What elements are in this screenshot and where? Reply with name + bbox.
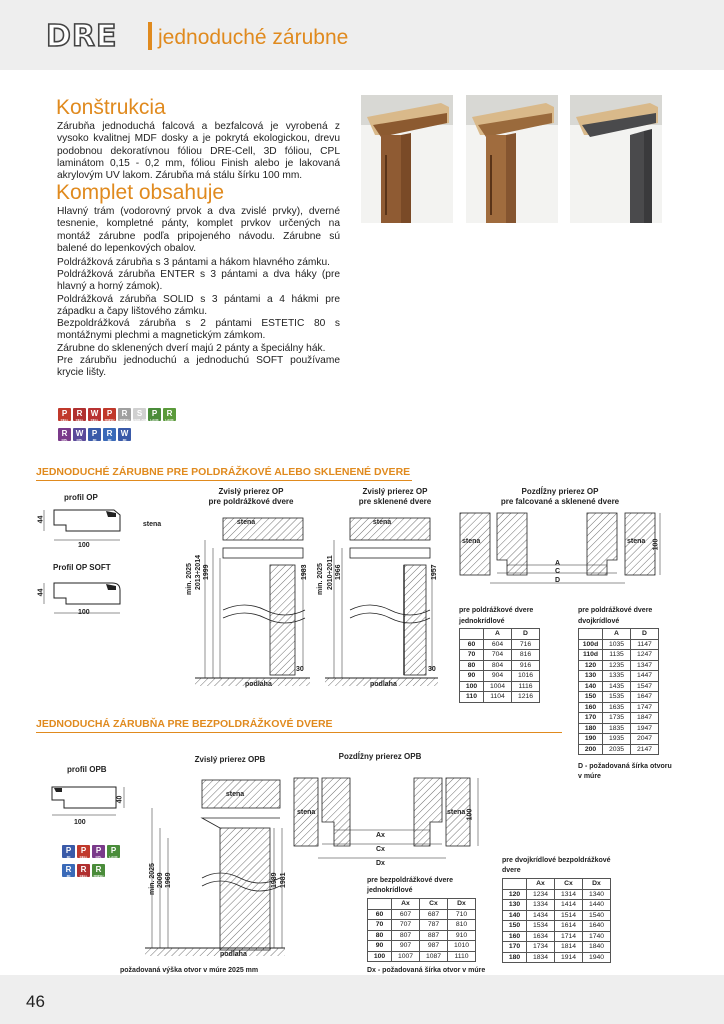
finish-icon-letter: P xyxy=(80,846,87,855)
zvisly-op-1-subtitle: pre poldrážkové dvere xyxy=(208,497,294,506)
table-cell: 987 xyxy=(420,941,448,952)
profil-opb-dim-100: 100 xyxy=(74,819,86,826)
page-number: 46 xyxy=(26,992,45,1011)
table-cell: 170 xyxy=(579,713,603,724)
table-row xyxy=(368,909,476,920)
table-row xyxy=(503,910,611,921)
table-cell: 100d xyxy=(579,639,603,650)
table-cell: 1914 xyxy=(555,952,583,963)
table-cell: 1335 xyxy=(603,671,631,682)
table-row xyxy=(579,744,659,755)
table-cell: 160 xyxy=(503,931,527,942)
finish-icon-sublabel: FINISH xyxy=(93,874,104,878)
finish-icon-sublabel: LACK xyxy=(150,418,159,422)
table-row xyxy=(503,921,611,932)
table-cell: 887 xyxy=(420,930,448,941)
table-cell: 1087 xyxy=(420,951,448,962)
table-cell: 60 xyxy=(368,909,392,920)
table-cell: 60 xyxy=(460,639,484,650)
zvisly-op-2-subtitle: pre sklenené dvere xyxy=(358,497,432,506)
table-row xyxy=(579,692,659,703)
table-cell: 1004 xyxy=(484,681,512,692)
table-cell: 1634 xyxy=(527,931,555,942)
finish-icon-letter: P xyxy=(65,846,72,855)
komplet-line-5: Zárubne do sklenených dverí majú 2 pánty a špeciálny hák. xyxy=(57,343,326,354)
table-header-cell xyxy=(579,629,603,640)
section2-underline xyxy=(36,732,562,733)
table-row xyxy=(579,702,659,713)
table-cell: 604 xyxy=(484,639,512,650)
zvisly-op-1-stena-label: stena xyxy=(236,519,256,526)
vyska-note: požadovaná výška otvor v múre 2025 mm xyxy=(120,967,259,974)
table-cell: 1447 xyxy=(631,671,659,682)
zvisly-opb-dim-a: 2009 xyxy=(157,872,164,888)
table-header-cell: Dx xyxy=(448,899,476,910)
table-poldrazkove-jednokridlove xyxy=(459,628,540,703)
finish-icon-sublabel: FINISH xyxy=(119,418,130,422)
komplet-line-6: Pre zárubňu jednoduchú a jednoduchú SOFT používame krycie lišty. xyxy=(57,355,340,379)
komplet-line-2: Poldrážková zárubňa ENTER s 3 pántami a dva háky (pre hlavný a horný zámok). xyxy=(57,269,340,293)
finish-icon-letter: R xyxy=(76,409,83,418)
zvisly-op-2-title: Zvislý prierez OP xyxy=(362,487,428,496)
table-cell: 120 xyxy=(579,660,603,671)
table-cell: 70 xyxy=(460,650,484,661)
table3-caption-1: pre bezpoldrážkové dvere xyxy=(367,877,453,884)
table-cell: 1835 xyxy=(603,723,631,734)
finish-w-cpl-icon xyxy=(73,428,86,441)
finish-icon-letter: R xyxy=(80,865,87,874)
zvisly-op-1-title: Zvislý prierez OP xyxy=(218,487,284,496)
konstrukcia-heading: Konštrukcia xyxy=(56,96,166,119)
zvisly-op-1-range: 2013÷2014 xyxy=(195,555,202,590)
finish-icon-sublabel: CELL xyxy=(75,418,84,422)
finish-icon-sublabel: 3D xyxy=(66,874,71,878)
pozdlzny-opb-title: Pozdĺžny prierez OPB xyxy=(338,752,422,761)
table-cell: 140 xyxy=(503,910,527,921)
table-cell: 1135 xyxy=(603,650,631,661)
table-header-cell xyxy=(368,899,392,910)
table-cell: 1007 xyxy=(392,951,420,962)
table-cell: 710 xyxy=(448,909,476,920)
finish-p-lack-icon xyxy=(148,408,161,421)
table-row xyxy=(460,660,540,671)
finish-icon-letter: P xyxy=(151,409,158,418)
table-cell: 190 xyxy=(579,734,603,745)
finish-icon-letter: P xyxy=(110,846,117,855)
table-cell: 130 xyxy=(579,671,603,682)
zvisly-opb-dim-c: 1989 xyxy=(271,872,278,888)
table3-caption-2: jednokrídlové xyxy=(367,887,413,894)
table-cell: 1334 xyxy=(527,900,555,911)
table-row xyxy=(579,713,659,724)
finish-icon-letter: P xyxy=(91,429,98,438)
finish-icon-sublabel: LACK xyxy=(109,855,118,859)
frame-photo-oak xyxy=(466,95,558,223)
finish-r-3d-icon xyxy=(103,428,116,441)
table-cell: 1935 xyxy=(603,734,631,745)
finish-p-3d-icon xyxy=(88,428,101,441)
finish-icon-sublabel: 3D xyxy=(92,438,97,442)
finish-r-lack-icon xyxy=(163,408,176,421)
pozdlzny-opb-drawing xyxy=(290,772,485,867)
table-cell: 1435 xyxy=(603,681,631,692)
table-header-cell: A xyxy=(484,629,512,640)
table-cell: 916 xyxy=(512,660,540,671)
page-footer xyxy=(0,975,724,1024)
pozdlzny-op-dim-100: 100 xyxy=(652,538,660,551)
table-row xyxy=(503,900,611,911)
table-cell: 120 xyxy=(503,889,527,900)
pozdlzny-opb-dim-cx: Cx xyxy=(376,846,385,853)
table-cell: 1314 xyxy=(555,889,583,900)
pozdlzny-opb-stena-left: stena xyxy=(297,809,316,816)
finish-icon-letter: R xyxy=(166,409,173,418)
table-row xyxy=(368,920,476,931)
table-cell: 810 xyxy=(448,920,476,931)
section1-title: JEDNODUCHÉ ZÁRUBNE PRE POLDRÁŽKOVÉ ALEBO SKLENENÉ DVERE xyxy=(36,466,411,478)
zvisly-opb-min: min. 2025 xyxy=(149,863,156,895)
table-cell: 1614 xyxy=(555,921,583,932)
zvisly-op-2-stena: stena xyxy=(372,519,392,526)
table-cell: 607 xyxy=(392,909,420,920)
table-cell: 1740 xyxy=(583,931,611,942)
finish-r-cell-icon xyxy=(73,408,86,421)
finish-icon-letter: W xyxy=(75,429,84,438)
table-cell: 1714 xyxy=(555,931,583,942)
pozdlzny-op-dim-d: D xyxy=(555,577,561,584)
komplet-line-4: Bezpoldrážková zárubňa s 2 pántami ESTETIC 80 s montážnymi plechmi a magnetickým zámkom. xyxy=(57,318,340,342)
table-row xyxy=(579,734,659,745)
table-cell: 1216 xyxy=(512,692,540,703)
table-cell: 1734 xyxy=(527,942,555,953)
table-cell: 100 xyxy=(368,951,392,962)
finish-icon-letter: W xyxy=(90,409,99,418)
zvisly-op-1-podlaha: podlaha xyxy=(245,681,272,688)
table-cell: 816 xyxy=(512,650,540,661)
pozdlzny-op-title: Pozdĺžny prierez OP xyxy=(521,487,599,496)
pozdlzny-opb-dim-100: 100 xyxy=(466,808,474,821)
finish-p-cell-icon xyxy=(58,408,71,421)
zvisly-op-2-podlaha: podlaha xyxy=(370,681,397,688)
pozdlzny-opb-stena-right: stena xyxy=(447,809,466,816)
table2-caption-1: pre poldrážkové dvere xyxy=(578,607,653,614)
table-cell: 1947 xyxy=(631,723,659,734)
table-row xyxy=(503,952,611,963)
finish-icon-sublabel: 3D xyxy=(66,855,71,859)
table-cell: 150 xyxy=(503,921,527,932)
table-row xyxy=(460,671,540,682)
table-cell: 1147 xyxy=(631,639,659,650)
table-cell: 90 xyxy=(460,671,484,682)
table-row xyxy=(503,931,611,942)
table-cell: 2035 xyxy=(603,744,631,755)
table-cell: 804 xyxy=(484,660,512,671)
finish-r-finish-icon xyxy=(118,408,131,421)
finish-icon-letter: R xyxy=(95,865,102,874)
profil-opb-label: profil OPB xyxy=(67,765,107,774)
table-cell: 1016 xyxy=(512,671,540,682)
zvisly-op-1-dim-a: 1999 xyxy=(203,564,210,580)
komplet-heading: Komplet obsahuje xyxy=(56,181,225,204)
table-cell: 1840 xyxy=(583,942,611,953)
table-row xyxy=(460,692,540,703)
table-cell: 1735 xyxy=(603,713,631,724)
finish-icon-letter: R xyxy=(65,865,72,874)
table-poldrazkove-dvojkridlove xyxy=(578,628,659,755)
table-cell: 1640 xyxy=(583,921,611,932)
table-row xyxy=(460,650,540,661)
finish-s-cerlam-icon xyxy=(133,408,146,421)
table-cell: 807 xyxy=(392,930,420,941)
table-cell: 1834 xyxy=(527,952,555,963)
table-cell: 200 xyxy=(579,744,603,755)
table-row xyxy=(503,942,611,953)
table-cell: 70 xyxy=(368,920,392,931)
zvisly-opb-dim-b: 1969 xyxy=(165,872,172,888)
frame-photo-walnut xyxy=(361,95,453,223)
table-cell: 707 xyxy=(392,920,420,931)
table-cell: 1814 xyxy=(555,942,583,953)
table-cell: 160 xyxy=(579,702,603,713)
zvisly-op-1-min: min. 2025 xyxy=(186,563,193,595)
zvisly-opb-podlaha: podlaha xyxy=(220,951,247,958)
pozdlzny-op-subtitle: pre falcované a sklenené dvere xyxy=(500,497,620,506)
finish-icon-letter: S xyxy=(136,409,143,418)
zvisly-op-2-min: min. 2025 xyxy=(317,563,324,595)
table-cell: 1347 xyxy=(631,660,659,671)
table-header-cell: D xyxy=(631,629,659,640)
profil-op-soft-dim-100: 100 xyxy=(78,609,90,616)
profil-op-soft-label: Profil OP SOFT xyxy=(53,563,111,572)
table-cell: 904 xyxy=(484,671,512,682)
table-header-cell: Ax xyxy=(392,899,420,910)
table1-caption-2: jednokrídlové xyxy=(459,618,505,625)
finish-icon-sublabel: CELL xyxy=(60,418,69,422)
finish-icon-letter: P xyxy=(95,846,102,855)
pozdlzny-opb-dim-dx: Dx xyxy=(376,860,385,867)
finish-icon-sublabel: LACK xyxy=(165,418,174,422)
table4-caption-2: dvere xyxy=(502,867,521,874)
table-cell: 170 xyxy=(503,942,527,953)
table-cell: 1010 xyxy=(448,941,476,952)
finish-icon-letter: R xyxy=(121,409,128,418)
table-cell: 687 xyxy=(420,909,448,920)
profil-opb-dim-40: 40 xyxy=(116,795,124,804)
finish-p-finish-icon xyxy=(103,408,116,421)
brand-logo: DRE xyxy=(46,19,118,54)
table-header-cell xyxy=(503,879,527,890)
table-cell: 1234 xyxy=(527,889,555,900)
zvisly-op-2-dim-a: 1966 xyxy=(335,564,342,580)
table-row xyxy=(579,681,659,692)
finish-icon-sublabel: 3D xyxy=(122,438,127,442)
table-cell: 80 xyxy=(368,930,392,941)
table-header-cell: Cx xyxy=(420,899,448,910)
table-cell: 1534 xyxy=(527,921,555,932)
finish-r-cell-icon xyxy=(77,864,90,877)
table-row xyxy=(460,639,540,650)
table-cell: 1104 xyxy=(484,692,512,703)
table-cell: 1747 xyxy=(631,702,659,713)
pozdlzny-op-stena-left: stena xyxy=(462,538,481,545)
finish-r-3d-icon xyxy=(62,864,75,877)
profil-op-label: profil OP xyxy=(64,493,98,502)
table-cell: 110 xyxy=(460,692,484,703)
table-header-cell: Cx xyxy=(555,879,583,890)
table-header-cell: Ax xyxy=(527,879,555,890)
table-row xyxy=(503,889,611,900)
konstrukcia-text: Zárubňa jednoduchá falcová a bezfalcová je vyrobená z vysoko kvalitnej MDF dosky a je pokrytá ekologickou, drevu podobnou dekoratívnou fóliou DRE-Cell, 3D fóliou, CPL laminátom 0,15 - 0,2 mm, fóliou Finish alebo je lakovaná akrylovým UV lakom. Zárubňa má stálu šírku 100 mm. xyxy=(57,121,340,182)
table-row xyxy=(579,723,659,734)
finish-icon-letter: W xyxy=(120,429,129,438)
profil-op-dim-44: 44 xyxy=(37,515,45,524)
table-cell: 1547 xyxy=(631,681,659,692)
table-row xyxy=(460,681,540,692)
table-bezpoldrazkove-jednokridlove xyxy=(367,898,476,962)
finish-icon-sublabel: CELL xyxy=(79,855,88,859)
zvisly-op-2-drawing xyxy=(320,510,445,695)
table-row xyxy=(579,671,659,682)
table-cell: 907 xyxy=(392,941,420,952)
zvisly-opb-dim-e: 1981 xyxy=(280,872,287,888)
table-cell: 1647 xyxy=(631,692,659,703)
finish-icon-sublabel: CELL xyxy=(79,874,88,878)
table-header-cell xyxy=(460,629,484,640)
finish-icon-sublabel: CPL xyxy=(76,438,83,442)
finish-p-cell-icon xyxy=(77,845,90,858)
table-cell: 1116 xyxy=(512,681,540,692)
table-header-cell: A xyxy=(603,629,631,640)
komplet-text: Hlavný trám (vodorovný prvok a dva zvislé prvky), dverné tesnenie, kompletné pánty, komplet prvkov určených na montáž zárubne podľa pripojeného návodu. Zárubne sú balené do lepenkových obalov. xyxy=(57,206,340,254)
table-cell: 910 xyxy=(448,930,476,941)
finish-w-cell-icon xyxy=(88,408,101,421)
finish-p-lack-icon xyxy=(107,845,120,858)
table-cell: 1440 xyxy=(583,900,611,911)
finish-r-cpl-icon xyxy=(58,428,71,441)
table-cell: 1035 xyxy=(603,639,631,650)
pozdlzny-op-dim-a: A xyxy=(555,560,561,567)
section1-underline xyxy=(36,480,412,481)
table-cell: 1110 xyxy=(448,951,476,962)
finish-w-3d-icon xyxy=(118,428,131,441)
zvisly-opb-title: Zvislý prierez OPB xyxy=(194,755,266,764)
profil-op-dim-100: 100 xyxy=(78,542,90,549)
table-cell: 704 xyxy=(484,650,512,661)
table-header-cell: Dx xyxy=(583,879,611,890)
table-cell: 180 xyxy=(579,723,603,734)
table-cell: 80 xyxy=(460,660,484,671)
table-cell: 140 xyxy=(579,681,603,692)
zvisly-op-1-stena: stena xyxy=(142,521,162,528)
table-cell: 1535 xyxy=(603,692,631,703)
frame-photo-anthracite xyxy=(570,95,662,223)
table3-note: Dx - požadovaná šírka otvor v múre xyxy=(367,967,486,974)
table1-caption-1: pre poldrážkové dvere xyxy=(459,607,534,614)
table-cell: 1340 xyxy=(583,889,611,900)
zvisly-op-2-range: 2010÷2011 xyxy=(327,555,334,590)
table-cell: 1247 xyxy=(631,650,659,661)
profil-op-soft-dim-44: 44 xyxy=(37,588,45,597)
table-cell: 110d xyxy=(579,650,603,661)
table-cell: 1940 xyxy=(583,952,611,963)
table2-note-2: v múre xyxy=(578,773,601,780)
table-cell: 1235 xyxy=(603,660,631,671)
finish-icon-sublabel: 3D xyxy=(107,438,112,442)
finish-icon-sublabel: CPL xyxy=(61,438,68,442)
zvisly-op-1-dim-c: 30 xyxy=(296,666,304,673)
table-row xyxy=(368,951,476,962)
finish-p-cpl-icon xyxy=(92,845,105,858)
table2-note-1: D - požadovaná šírka otvoru xyxy=(578,763,672,770)
pozdlzny-op-dim-c: C xyxy=(555,568,561,575)
table-cell: 1635 xyxy=(603,702,631,713)
zvisly-opb-stena: stena xyxy=(225,791,245,798)
table-cell: 100 xyxy=(460,681,484,692)
table-cell: 1540 xyxy=(583,910,611,921)
finish-icon-letter: P xyxy=(106,409,113,418)
finish-icon-letter: R xyxy=(61,429,68,438)
table-cell: 90 xyxy=(368,941,392,952)
table-row xyxy=(368,941,476,952)
table4-caption-1: pre dvojkrídlové bezpoldrážkové xyxy=(502,857,611,864)
finish-icon-sublabel: CELL xyxy=(90,418,99,422)
finish-icon-sublabel: FINISH xyxy=(104,418,115,422)
zvisly-op-2-dim-b: 1957 xyxy=(431,564,438,580)
section2-title: JEDNODUCHÁ ZÁRUBŇA PRE BEZPOLDRÁŽKOVÉ DVERE xyxy=(36,718,333,730)
table-row xyxy=(579,650,659,661)
pozdlzny-op-stena-right: stena xyxy=(627,538,646,545)
table-cell: 716 xyxy=(512,639,540,650)
table-cell: 787 xyxy=(420,920,448,931)
pozdlzny-op-drawing xyxy=(455,505,670,590)
table-row xyxy=(579,660,659,671)
table-cell: 2147 xyxy=(631,744,659,755)
finish-p-3d-icon xyxy=(62,845,75,858)
table-cell: 130 xyxy=(503,900,527,911)
table2-caption-2: dvojkrídlové xyxy=(578,618,620,625)
komplet-line-3: Poldrážková zárubňa SOLID s 3 pántami a 4 hákmi pre západku a čapy lištového zámku. xyxy=(57,294,340,318)
komplet-line-1: Poldrážková zárubňa s 3 pántami a hákom hlavného zámku. xyxy=(57,257,330,268)
table-cell: 1414 xyxy=(555,900,583,911)
table-row xyxy=(368,930,476,941)
table-cell: 2047 xyxy=(631,734,659,745)
table-bezpoldrazkove-dvojkridlove xyxy=(502,878,611,963)
table-cell: 1434 xyxy=(527,910,555,921)
finish-icon-sublabel: CPL xyxy=(95,855,102,859)
finish-icon-letter: P xyxy=(61,409,68,418)
finish-icon-letter: R xyxy=(106,429,113,438)
zvisly-op-2-dim-c: 30 xyxy=(428,666,436,673)
table-row xyxy=(579,639,659,650)
table-cell: 180 xyxy=(503,952,527,963)
table-cell: 1847 xyxy=(631,713,659,724)
pozdlzny-opb-dim-ax: Ax xyxy=(376,832,385,839)
header-divider xyxy=(148,22,152,50)
finish-r-finish-icon xyxy=(92,864,105,877)
zvisly-op-1-dim-b: 1983 xyxy=(301,564,308,580)
table-cell: 1514 xyxy=(555,910,583,921)
table-header-cell: D xyxy=(512,629,540,640)
page-title: jednoduché zárubne xyxy=(158,26,349,49)
finish-icon-sublabel: CERLAM xyxy=(133,418,146,422)
table-cell: 150 xyxy=(579,692,603,703)
